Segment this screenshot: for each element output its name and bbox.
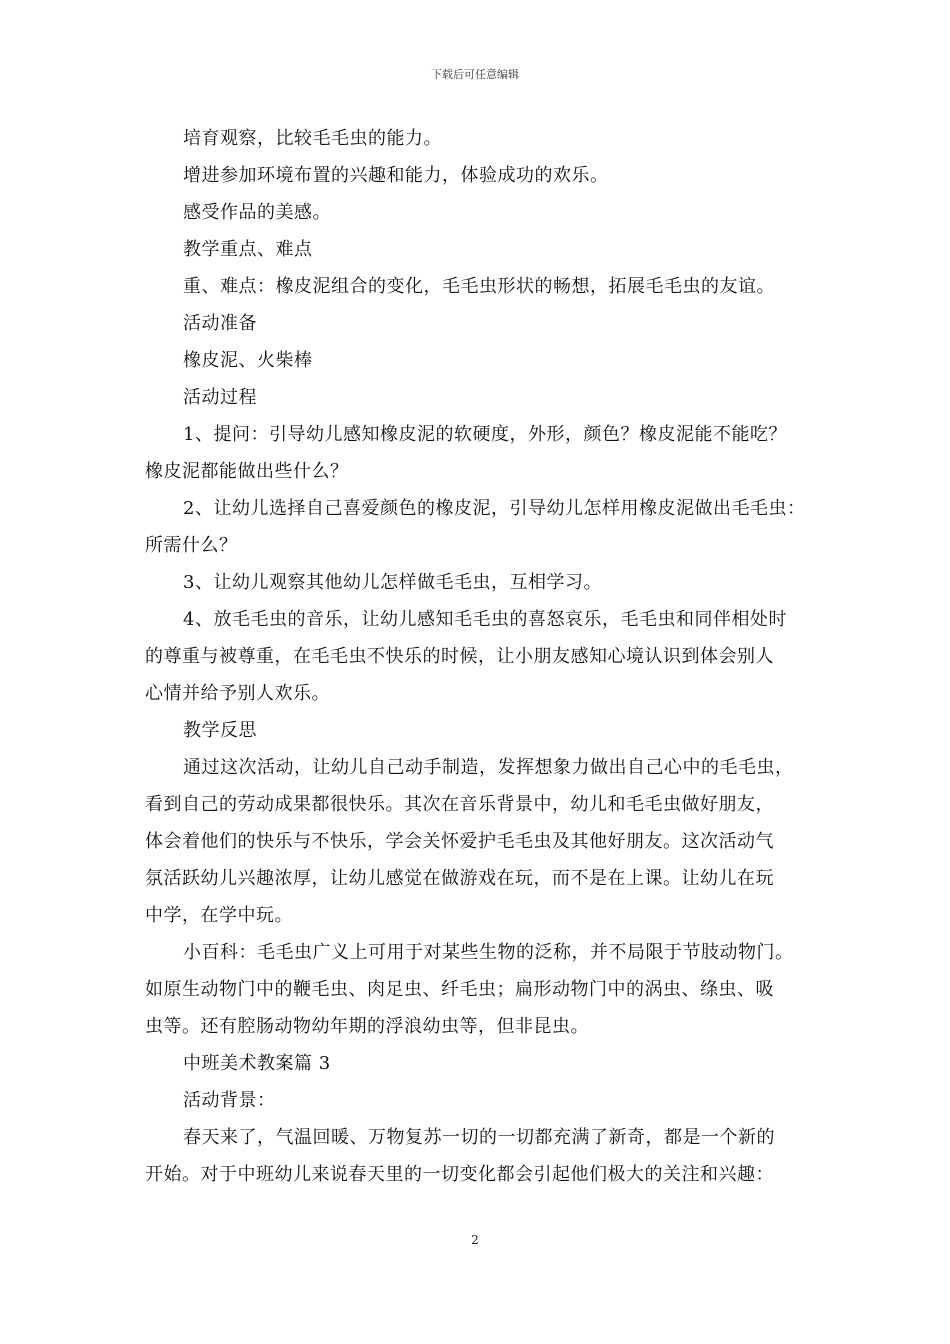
- process-step-4: [145, 601, 810, 712]
- background-paragraph: [145, 1119, 810, 1193]
- text-line: 通过这次活动，让幼儿自己动手制造，发挥想象力做出自己心中的毛毛虫，: [183, 757, 794, 778]
- heading-reflection: 教学反思: [183, 720, 257, 741]
- text-line: 心情并给予别人欢乐。: [145, 683, 330, 704]
- document-body: [145, 120, 810, 1193]
- text-line: 如原生动物门中的鞭毛虫、肉足虫、纤毛虫；扁形动物门中的涡虫、绦虫、吸: [145, 979, 774, 1000]
- heading-key-points: 教学重点、难点: [183, 239, 313, 260]
- section-title: 中班美术教案篇 3: [183, 1053, 331, 1074]
- encyclopedia-paragraph: [145, 934, 810, 1045]
- text-line: 虫等。还有腔肠动物幼年期的浮浪幼虫等，但非昆虫。: [145, 1016, 589, 1037]
- page-header: 下载后可任意编辑: [431, 68, 519, 81]
- text-line: 小百科：毛毛虫广义上可用于对某些生物的泛称，并不局限于节肢动物门。: [183, 942, 794, 963]
- text-line: 的尊重与被尊重，在毛毛虫不快乐的时候，让小朋友感知心境认识到体会别人: [145, 646, 774, 667]
- heading-preparation: 活动准备: [183, 313, 257, 334]
- reflection-paragraph: [145, 749, 810, 934]
- paragraph: 培育观察，比较毛毛虫的能力。: [183, 128, 442, 149]
- text-line: 开始。对于中班幼儿来说春天里的一切变化都会引起他们极大的关注和兴趣：: [145, 1164, 774, 1185]
- process-step-3: 3、让幼儿观察其他幼儿怎样做毛毛虫，互相学习。: [183, 572, 602, 593]
- paragraph: 增进参加环境布置的兴趣和能力，体验成功的欢乐。: [183, 165, 609, 186]
- process-step-2: [145, 490, 810, 564]
- text-line: 4、放毛毛虫的音乐，让幼儿感知毛毛虫的喜怒哀乐，毛毛虫和同伴相处时: [183, 609, 787, 630]
- text-line: 1、提问：引导幼儿感知橡皮泥的软硬度，外形，颜色？橡皮泥能不能吃？: [183, 424, 787, 445]
- process-step-1: [145, 416, 810, 490]
- text-line: 所需什么？: [145, 535, 238, 556]
- text-line: 氛活跃幼儿兴趣浓厚，让幼儿感觉在做游戏在玩，而不是在上课。让幼儿在玩: [145, 868, 774, 889]
- text-line: 2、让幼儿选择自己喜爱颜色的橡皮泥，引导幼儿怎样用橡皮泥做出毛毛虫：: [183, 498, 806, 519]
- heading-process: 活动过程: [183, 387, 257, 408]
- page-number: 2: [471, 1233, 479, 1247]
- paragraph: 重、难点：橡皮泥组合的变化，毛毛虫形状的畅想，拓展毛毛虫的友谊。: [183, 276, 775, 297]
- text-line: 中学，在学中玩。: [145, 905, 293, 926]
- text-line: 体会着他们的快乐与不快乐，学会关怀爱护毛毛虫及其他好朋友。这次活动气: [145, 831, 774, 852]
- text-line: 春天来了，气温回暖、万物复苏一切的一切都充满了新奇，都是一个新的: [183, 1127, 775, 1148]
- text-line: 看到自己的劳动成果都很快乐。其次在音乐背景中，幼儿和毛毛虫做好朋友，: [145, 794, 774, 815]
- text-line: 橡皮泥都能做出些什么？: [145, 461, 349, 482]
- paragraph: 感受作品的美感。: [183, 202, 331, 223]
- paragraph: 橡皮泥、火柴棒: [183, 350, 313, 371]
- heading-background: 活动背景：: [183, 1090, 276, 1111]
